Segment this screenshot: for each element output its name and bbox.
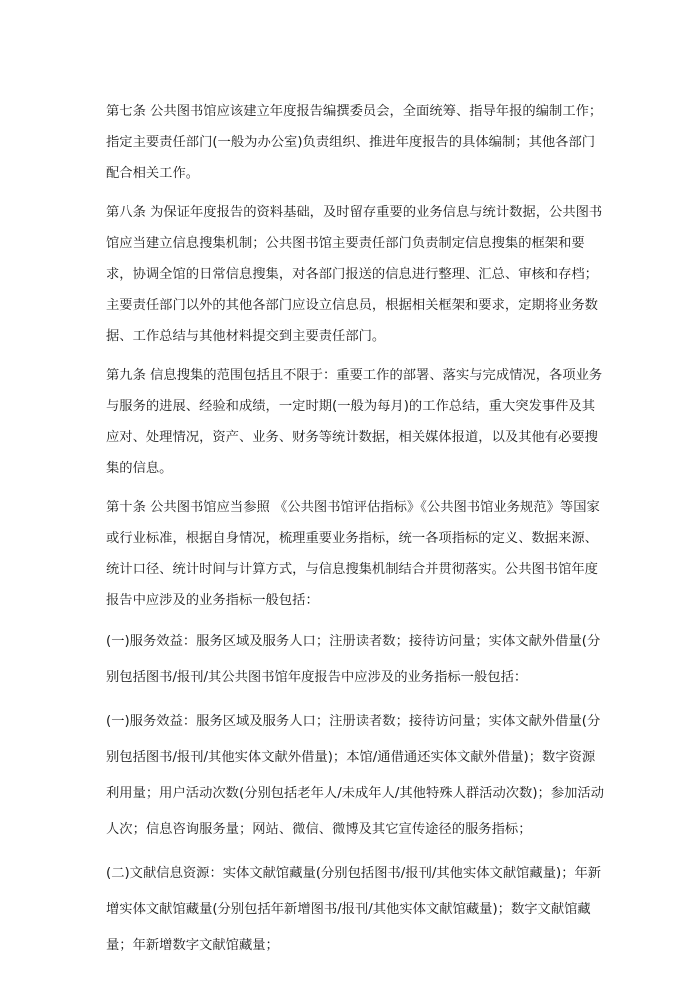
paragraph-item-1: (一)服务效益：服务区域及服务人口；注册读者数；接待访问量；实体文献外借量(分别包括图书/报刊/其他实体文献外借量)；本馆/通借通还实体文献外借量)；数字资源利用量；用户活动次数(分别包括老年人/未成年人/其他特殊人群活动次数)；参加活动人次；信息咨询服务量；网站、微信、微博及其它宣传途径的服务指标；: [106, 714, 605, 837]
paragraph-item-2: (二)文献信息资源：实体文献馆藏量(分别包括图书/报刊/其他实体文献馆藏量)；年新增实体文献馆藏量(分别包括年新增图书/报刊/其他实体文献馆藏量)；数字文献馆藏量；年新增数字文献馆藏量；: [106, 866, 602, 953]
paragraph-article-7: 第七条 公共图书馆应该建立年度报告编撰委员会，全面统筹、指导年报的编制工作；指定主要责任部门(一般为办公室)负责组织、推进年度报告的具体编制；其他各部门配合相关工作。: [106, 104, 603, 181]
document-body: [106, 96, 606, 972]
paragraph-article-8: 第八条 为保证年度报告的资料基础，及时留存重要的业务信息与统计数据，公共图书馆应当建立信息搜集机制；公共图书馆主要责任部门负责制定信息搜集的框架和要求，协调全馆的日常信息搜集，对各部门报送的信息进行整理、汇总、审核和存档；主要责任部门以外的其他各部门应设立信息员，根据相关框架和要求，定期将业务数据、工作总结与其他材料提交到主要责任部门。: [106, 205, 603, 344]
paragraph-article-9: 第九条 信息搜集的范围包括且不限于：重要工作的部署、落实与完成情况，各项业务与服务的进展、经验和成绩，一定时期(一般为每月)的工作总结，重大突发事件及其应对、处理情况，资产、业务、财务等统计数据，相关媒体报道，以及其他有必要搜集的信息。: [106, 368, 603, 476]
paragraph-item-1-partial: (一)服务效益：服务区域及服务人口；注册读者数；接待访问量；实体文献外借量(分别包括图书/报刊/其公共图书馆年度报告中应涉及的业务指标一般包括：: [106, 634, 601, 685]
paragraph-article-10: 第十条 公共图书馆应当参照 《公共图书馆评估指标》《公共图书馆业务规范》等国家或行业标准，根据自身情况，梳理重要业务指标，统一各项指标的定义、数据来源、统计口径、统计时间与计算方式，与信息搜集机制结合并贯彻落实。公共图书馆年度报告中应涉及的业务指标一般包括：: [106, 500, 600, 608]
